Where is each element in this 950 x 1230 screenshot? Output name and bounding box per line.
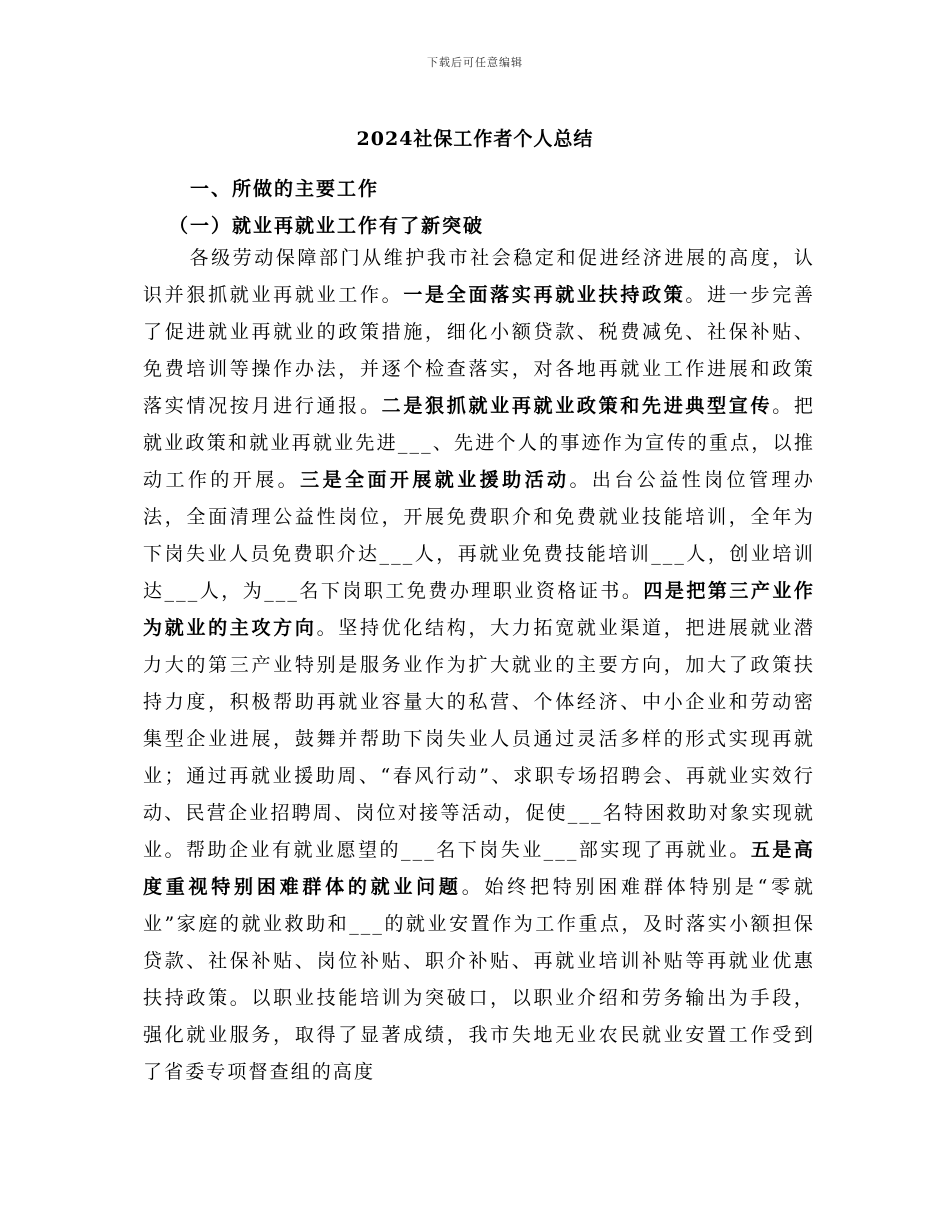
paragraph-run: 。把就业政策和就业再就业先进___、先进个人的事迹作为宣传的重点，以推动工作的开展。 [143, 395, 815, 491]
paragraph-run: 各级劳动保障部门从维护我市社会稳定和促进经济进展的高度，认识并狠抓就业再就业工作。 [143, 247, 815, 306]
body-paragraph [143, 240, 815, 1091]
key-point-3: 三是全面开展就业援助活动 [300, 469, 570, 491]
key-point-1: 一是全面落实再就业扶持政策 [403, 284, 686, 306]
key-point-4: 四是把第三产业作为就业的主攻方向 [143, 580, 815, 639]
paragraph-run: 。始终把特别困难群体特别是“零就业”家庭的就业救助和___的就业安置作为工作重点，及时落实小额担保贷款、社保补贴、岗位补贴、职介补贴、再就业培训补贴等再就业优惠扶持政策。以职业技能培训为突破口，以职业介绍和劳务输出为手段，强化就业服务，取得了显著成绩，我市失地无业农民就业安置工作受到了省委专项督查组的高度 [143, 876, 815, 1083]
document-title: 2024社保工作者个人总结 [356, 128, 594, 150]
key-point-2: 二是狠抓就业再就业政策和先进典型宣传 [381, 395, 773, 417]
section-heading: 一、所做的主要工作 [190, 178, 380, 200]
paragraph-run: 。坚持优化结构，大力拓宽就业渠道，把进展就业潜力大的第三产业特别是服务业作为扩大就业的主要方向，加大了政策扶持力度，积极帮助再就业容量大的私营、个体经济、中小企业和劳动密集型企业进展，鼓舞并帮助下岗失业人员通过灵活多样的形式实现再就业；通过再就业援助周、“春风行动”、求职专场招聘会、再就业实效行动、民营企业招聘周、岗位对接等活动，促使___名特困救助对象实现就业。帮助企业有就业愿望的___名下岗失业___部实现了再就业。 [143, 617, 815, 861]
key-point-5: 五是高度重视特别困难群体的就业问题 [143, 839, 815, 898]
paragraph-run: 。出台公益性岗位管理办法，全面清理公益性岗位，开展免费职介和免费就业技能培训，全年为下岗失业人员免费职介达___人，再就业免费技能培训___人，创业培训达___人，为___名下岗职工免费办理职业资格证书。 [143, 469, 816, 602]
page-header-note: 下载后可任意编辑 [427, 56, 523, 69]
subsection-heading: （一）就业再就业工作有了新突破 [169, 215, 485, 237]
paragraph-run: 。进一步完善了促进就业再就业的政策措施，细化小额贷款、税费减免、社保补贴、免费培训等操作办法，并逐个检查落实，对各地再就业工作进展和政策落实情况按月进行通报。 [143, 284, 815, 417]
